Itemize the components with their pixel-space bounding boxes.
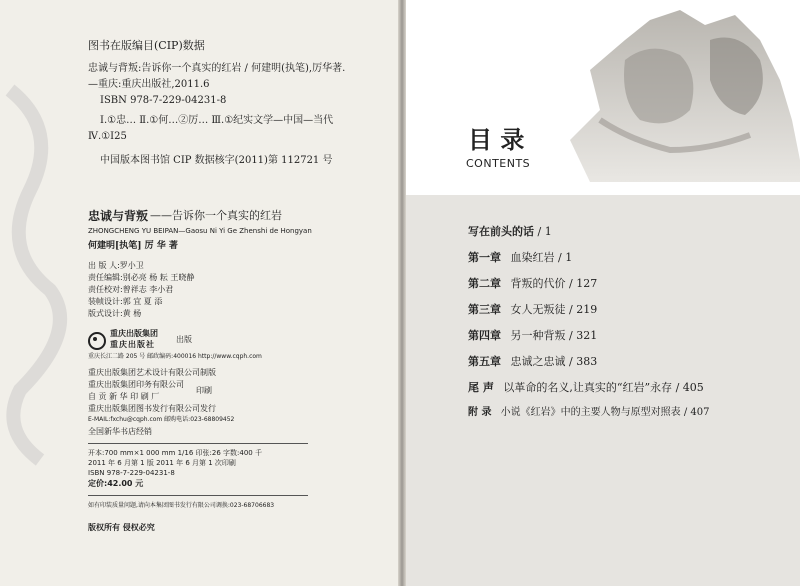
toc-chapter-name: 女人无叛徒 xyxy=(510,303,566,316)
credit-line: 装帧设计:郭 宜 夏 添 xyxy=(88,297,163,306)
publisher-group: 重庆出版集团 xyxy=(110,329,158,338)
divider xyxy=(88,495,308,496)
toc-subtitle: CONTENTS xyxy=(466,157,531,170)
cip-line: Ⅳ.①I25 xyxy=(88,131,127,142)
pinyin-title: ZHONGCHENG YU BEIPAN—Gaosu Ni Yi Ge Zhenshi de Hongyan xyxy=(88,227,312,235)
toc-entry[interactable] xyxy=(468,330,597,341)
toc-chapter-name: 另一种背叛 xyxy=(510,329,566,342)
right-page xyxy=(402,0,800,586)
cip-line: Ⅰ.①忠… Ⅱ.①何…②厉… Ⅲ.①纪实文学—中国—当代 xyxy=(100,115,334,126)
book-title: 忠诚与背叛 xyxy=(88,209,149,223)
toc-chapter: 写在前头的话 xyxy=(468,225,534,238)
toc-title: 目 录 xyxy=(468,126,525,154)
print-line: E-MAIL:fxchu@cqph.com 邮购电话:023-68809452 xyxy=(88,416,235,423)
publisher-logo-icon xyxy=(88,332,106,350)
toc-chapter: 尾 声 xyxy=(468,381,494,394)
rights-notice: 版权所有 侵权必究 xyxy=(88,523,155,532)
print-line: 重庆出版集团图书发行有限公司发行 xyxy=(88,404,216,413)
toc-entry[interactable] xyxy=(468,356,597,367)
publisher-address: 重庆长江二路 205 号 邮政编码:400016 http://www.cqph.com xyxy=(88,353,262,360)
toc-chapter: 第三章 xyxy=(468,303,501,316)
authors: 何建明[执笔] 厉 华 著 xyxy=(88,241,178,251)
toc-page: / 1 xyxy=(537,225,552,238)
toc-chapter-name: 血染红岩 xyxy=(510,251,555,264)
spec-line: ISBN 978-7-229-04231-8 xyxy=(88,469,175,477)
print-word: 印刷 xyxy=(196,386,212,395)
toc-page: / 383 xyxy=(569,355,598,368)
toc-chapter: 第五章 xyxy=(468,355,501,368)
spec-line: 2011 年 6 月第 1 版 2011 年 6 月第 1 次印刷 xyxy=(88,459,236,467)
toc-page: / 1 xyxy=(558,251,573,264)
cip-line: —重庆:重庆出版社,2011.6 xyxy=(88,79,210,90)
toc-chapter-name: 以革命的名义,让真实的“红岩”永存 xyxy=(503,381,673,394)
watermark-graphic xyxy=(0,70,80,470)
toc-chapter: 第四章 xyxy=(468,329,501,342)
toc-page: / 219 xyxy=(569,303,598,316)
toc-page: / 321 xyxy=(569,329,598,342)
toc-entry[interactable] xyxy=(468,226,552,237)
quality-notice: 如有印装质量问题,请向本集团图书发行有限公司调换:023-68706683 xyxy=(88,502,275,509)
book-spine xyxy=(398,0,406,586)
credit-line: 责任编辑:别必亮 杨 耘 王晓静 xyxy=(88,273,195,282)
credit-line: 责任校对:曾祥志 李小君 xyxy=(88,285,174,294)
print-line: 自 贡 新 华 印 刷 厂 xyxy=(88,392,160,401)
toc-entry[interactable] xyxy=(468,278,597,289)
divider xyxy=(88,443,308,444)
toc-page: / 407 xyxy=(683,407,710,418)
toc-entry[interactable] xyxy=(468,408,710,418)
toc-chapter-name: 背叛的代价 xyxy=(510,277,566,290)
toc-chapter-name: 小说《红岩》中的主要人物与原型对照表 xyxy=(500,407,681,418)
sculpture-image xyxy=(530,0,800,182)
toc-page: / 405 xyxy=(675,381,704,394)
credit-line: 版式设计:黄 杨 xyxy=(88,309,142,318)
toc-entry[interactable] xyxy=(468,252,572,263)
toc-chapter-name: 忠诚之忠诚 xyxy=(510,355,566,368)
print-line: 重庆出版集团印务有限公司 xyxy=(88,380,184,389)
credit-line: 出 版 人:罗小卫 xyxy=(88,261,144,270)
publish-word: 出版 xyxy=(176,335,192,344)
toc-page: / 127 xyxy=(569,277,598,290)
cip-line: ISBN 978-7-229-04231-8 xyxy=(100,95,227,106)
toc-chapter: 附 录 xyxy=(468,407,492,418)
toc-entry[interactable] xyxy=(468,304,597,315)
print-line: 重庆出版集团艺术设计有限公司制版 xyxy=(88,368,216,377)
cip-line: 中国版本图书馆 CIP 数据核字(2011)第 112721 号 xyxy=(100,155,333,166)
spec-line: 开本:700 mm×1 000 mm 1/16 印张:26 字数:400 千 xyxy=(88,449,262,457)
book-subtitle: ——告诉你一个真实的红岩 xyxy=(150,209,282,222)
toc-chapter: 第二章 xyxy=(468,277,501,290)
toc-entry[interactable] xyxy=(468,382,704,393)
price: 定价:42.00 元 xyxy=(88,479,144,488)
cip-heading: 图书在版编目(CIP)数据 xyxy=(88,39,205,52)
print-line: 全国新华书店经销 xyxy=(88,427,152,436)
publisher-name: 重庆出版社 xyxy=(110,340,155,349)
toc-chapter: 第一章 xyxy=(468,251,501,264)
cip-line: 忠诚与背叛:告诉你一个真实的红岩 / 何建明(执笔),厉华著. xyxy=(88,63,346,74)
